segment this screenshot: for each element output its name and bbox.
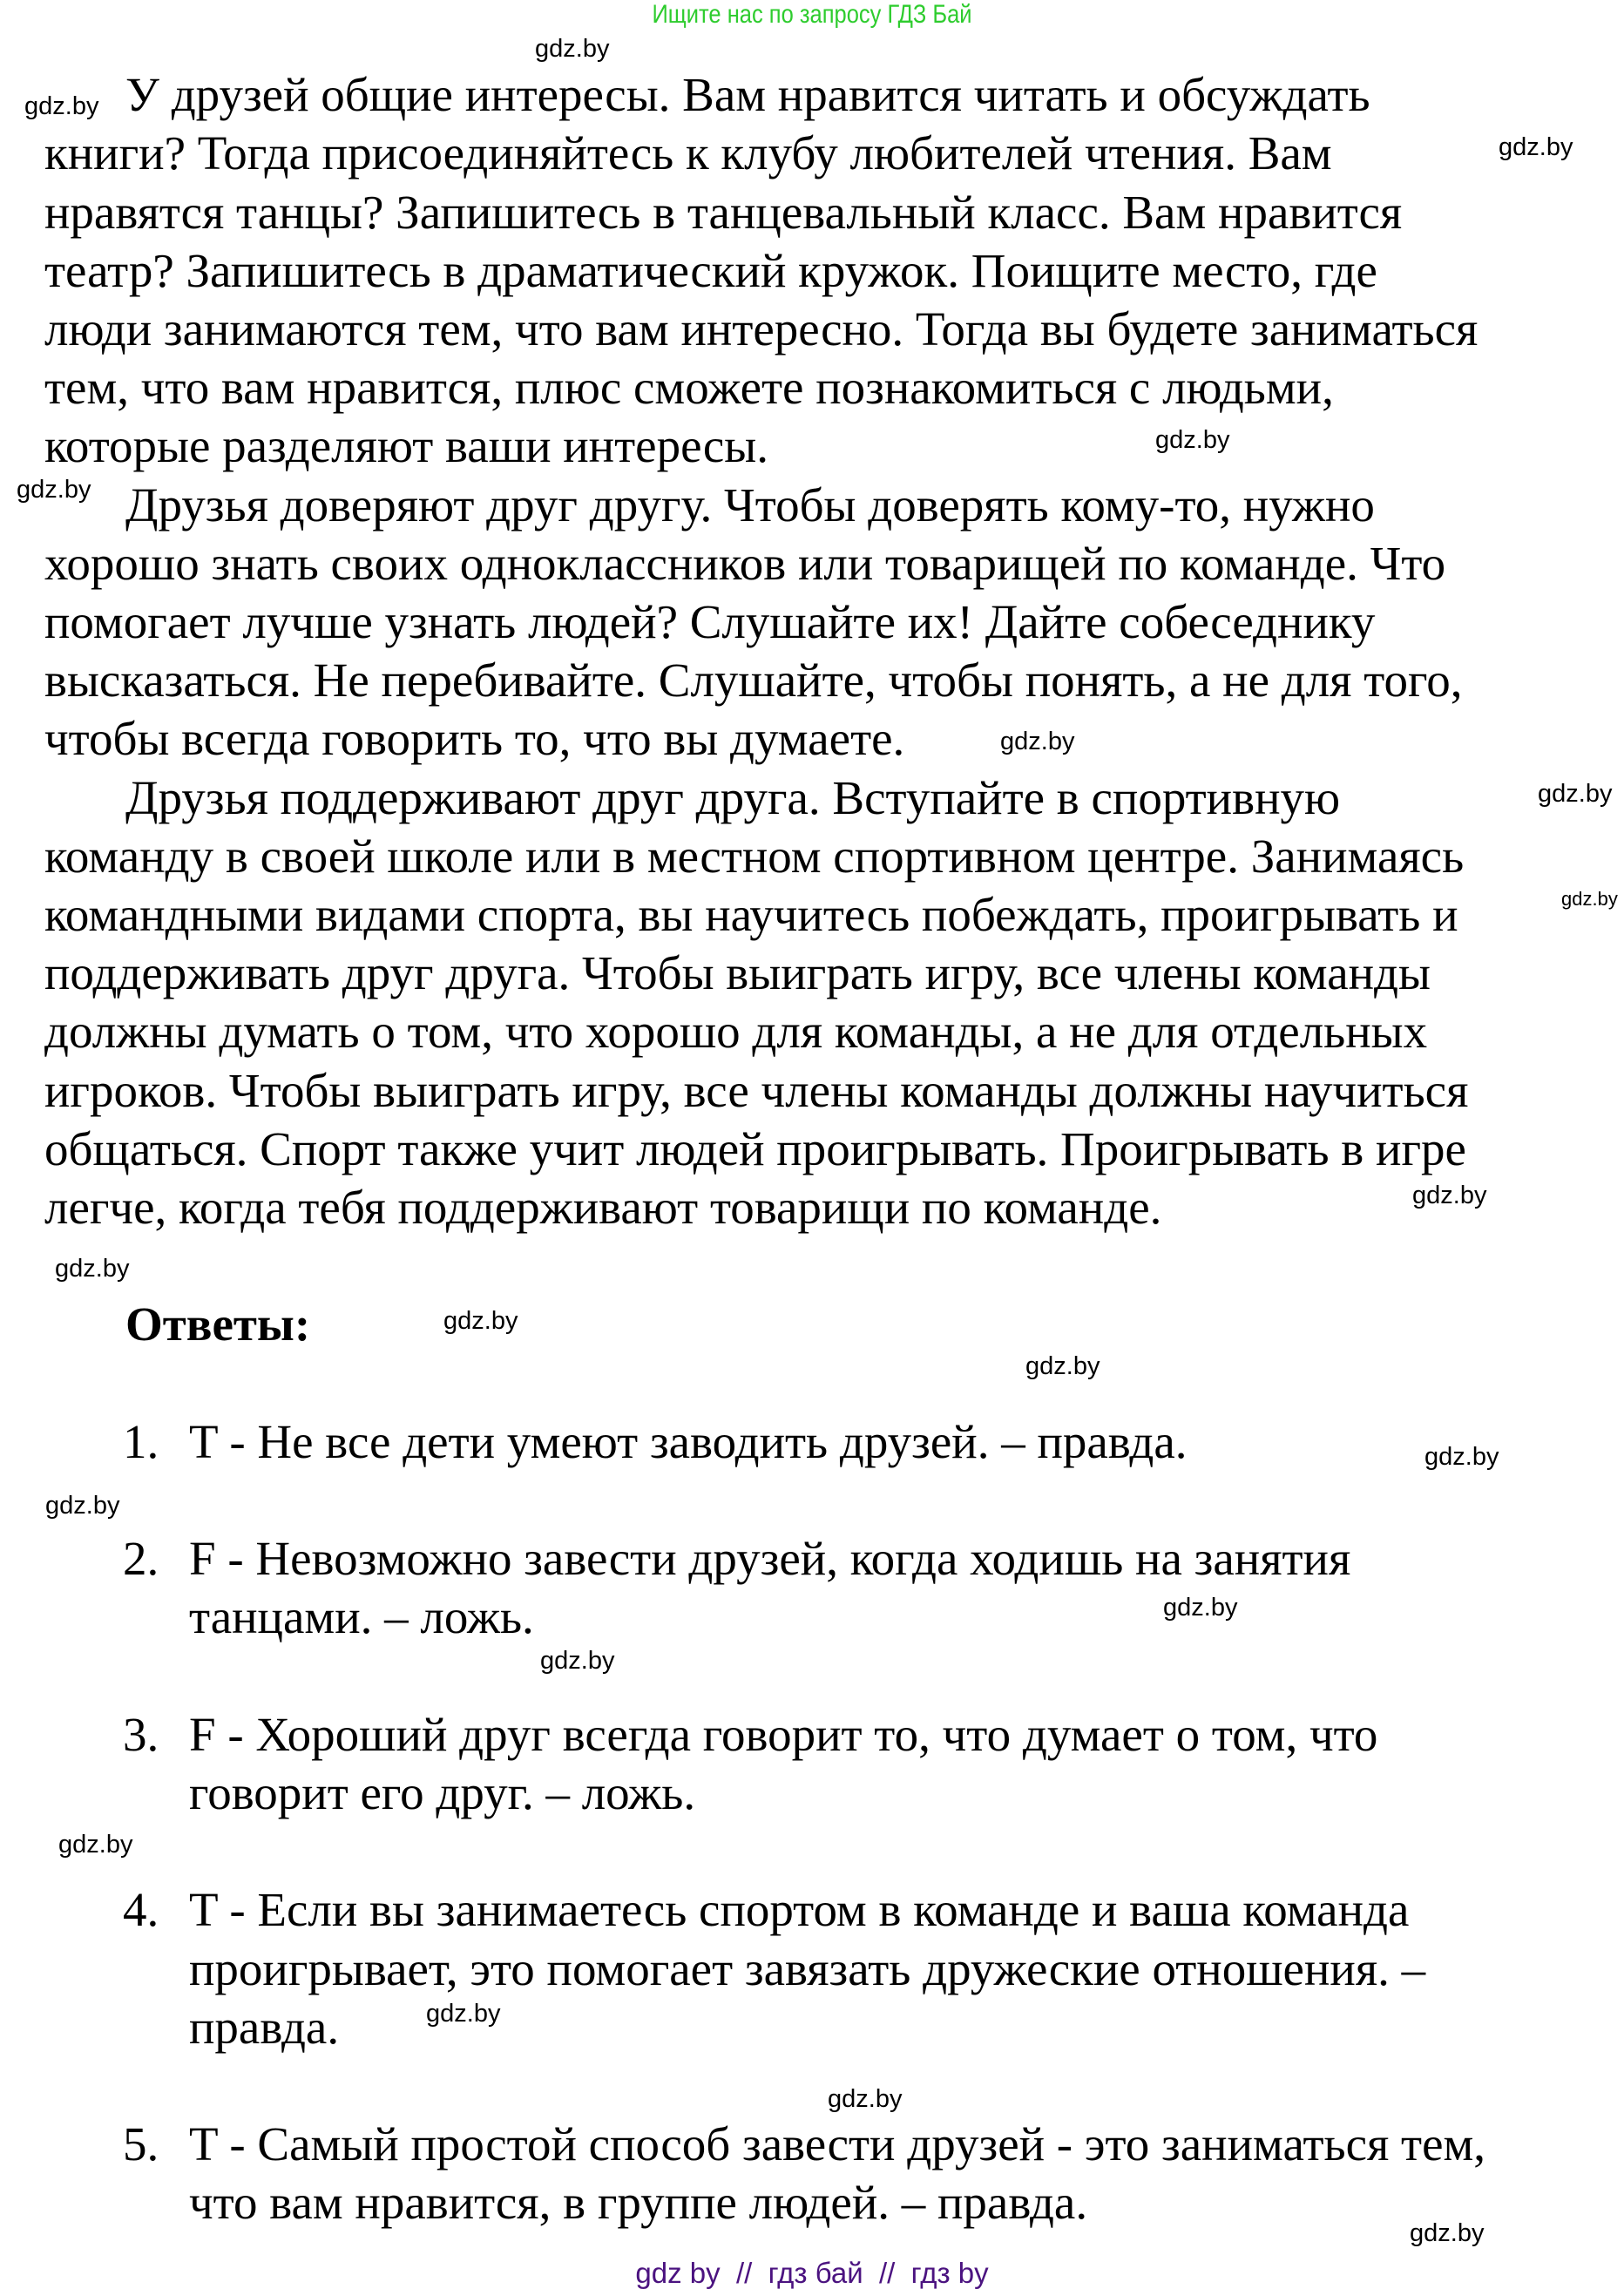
text-line: театр? Запишитесь в драматический кружок. Поищите место, где <box>44 244 1377 297</box>
text-line: нравятся танцы? Запишитесь в танцевальный класс. Вам нравится <box>44 186 1403 239</box>
watermark: gdz.by <box>1538 780 1613 808</box>
text-line: высказаться. Не перебивайте. Слушайте, чтобы понять, а не для того, <box>44 654 1463 707</box>
watermark: gdz.by <box>443 1307 518 1335</box>
text-line: общаться. Спорт также учит людей проигрывать. Проигрывать в игре <box>44 1122 1466 1175</box>
watermark: gdz.by <box>828 2085 903 2113</box>
text-line: игроков. Чтобы выиграть игру, все члены команды должны научиться <box>44 1064 1469 1117</box>
site-banner: Ищите нас по запросу ГДЗ Бай <box>652 0 972 29</box>
text-line: хорошо знать своих одноклассников или товарищей по команде. Что <box>44 537 1446 590</box>
text-line: Друзья поддерживают друг друга. Вступайте в спортивную <box>125 771 1341 824</box>
text-line: тем, что вам нравится, плюс сможете познакомиться с людьми, <box>44 361 1334 414</box>
watermark: gdz.by <box>24 92 99 120</box>
text-line: Друзья доверяют друг другу. Чтобы доверять кому-то, нужно <box>125 478 1375 532</box>
watermark: gdz.by <box>426 2000 501 2028</box>
text-line: поддерживать друг друга. Чтобы выиграть игру, все члены команды <box>44 946 1431 999</box>
watermark: gdz.by <box>535 35 610 63</box>
answer-line: T - Не все дети умеют заводить друзей. – правда. <box>189 1415 1188 1468</box>
answer-line: танцами. – ложь. <box>189 1590 534 1643</box>
answer-line: проигрывает, это помогает завязать дружеские отношения. – <box>189 1942 1426 1995</box>
watermark: gdz.by <box>1499 133 1573 161</box>
watermark: gdz.by <box>58 1831 133 1859</box>
answer-number: 4. <box>123 1883 159 1936</box>
text-line: команду в своей школе или в местном спортивном центре. Занимаясь <box>44 830 1465 883</box>
watermark: gdz.by <box>55 1255 130 1283</box>
answer-line: F - Хороший друг всегда говорит то, что думает о том, что <box>189 1708 1378 1761</box>
answer-line: T - Самый простой способ завести друзей - это заниматься тем, <box>189 2117 1486 2170</box>
answer-number: 5. <box>123 2117 159 2170</box>
answer-line: говорит его друг. – ложь. <box>189 1766 696 1819</box>
answer-line: T - Если вы занимаетесь спортом в команде и ваша команда <box>189 1883 1410 1936</box>
watermark: gdz.by <box>1424 1443 1499 1471</box>
text-line: легче, когда тебя поддерживают товарищи по команде. <box>44 1181 1162 1234</box>
text-line: книги? Тогда присоединяйтесь к клубу любителей чтения. Вам <box>44 126 1332 179</box>
text-line: люди занимаются тем, что вам интересно. Тогда вы будете заниматься <box>44 302 1479 356</box>
answers-heading: Ответы: <box>125 1297 311 1351</box>
watermark: gdz.by <box>1410 2219 1485 2247</box>
text-line: которые разделяют ваши интересы. <box>44 419 768 472</box>
answer-number: 3. <box>123 1708 159 1761</box>
watermark: gdz.by <box>1561 888 1618 910</box>
watermark: gdz.by <box>1412 1182 1487 1209</box>
text-line: должны думать о том, что хорошо для команды, а не для отдельных <box>44 1005 1428 1058</box>
answer-number: 2. <box>123 1532 159 1585</box>
answer-line: что вам нравится, в группе людей. – правда. <box>189 2176 1088 2229</box>
text-line: помогает лучше узнать людей? Слушайте их! Дайте собеседнику <box>44 595 1376 648</box>
answer-line: правда. <box>189 2001 340 2054</box>
text-line: командными видами спорта, вы научитесь побеждать, проигрывать и <box>44 888 1458 941</box>
site-footer-links[interactable]: gdz by // гдз бай // гдз by <box>635 2257 989 2289</box>
watermark: gdz.by <box>540 1647 615 1675</box>
answer-number: 1. <box>123 1415 159 1468</box>
text-line: У друзей общие интересы. Вам нравится читать и обсуждать <box>125 68 1370 121</box>
text-line: чтобы всегда говорить то, что вы думаете. <box>44 712 905 765</box>
watermark: gdz.by <box>1000 728 1075 755</box>
watermark: gdz.by <box>1025 1352 1100 1380</box>
watermark: gdz.by <box>45 1492 120 1520</box>
watermark: gdz.by <box>1163 1594 1238 1622</box>
watermark: gdz.by <box>1155 426 1230 454</box>
watermark: gdz.by <box>17 476 91 504</box>
answer-line: F - Невозможно завести друзей, когда ходишь на занятия <box>189 1532 1351 1585</box>
